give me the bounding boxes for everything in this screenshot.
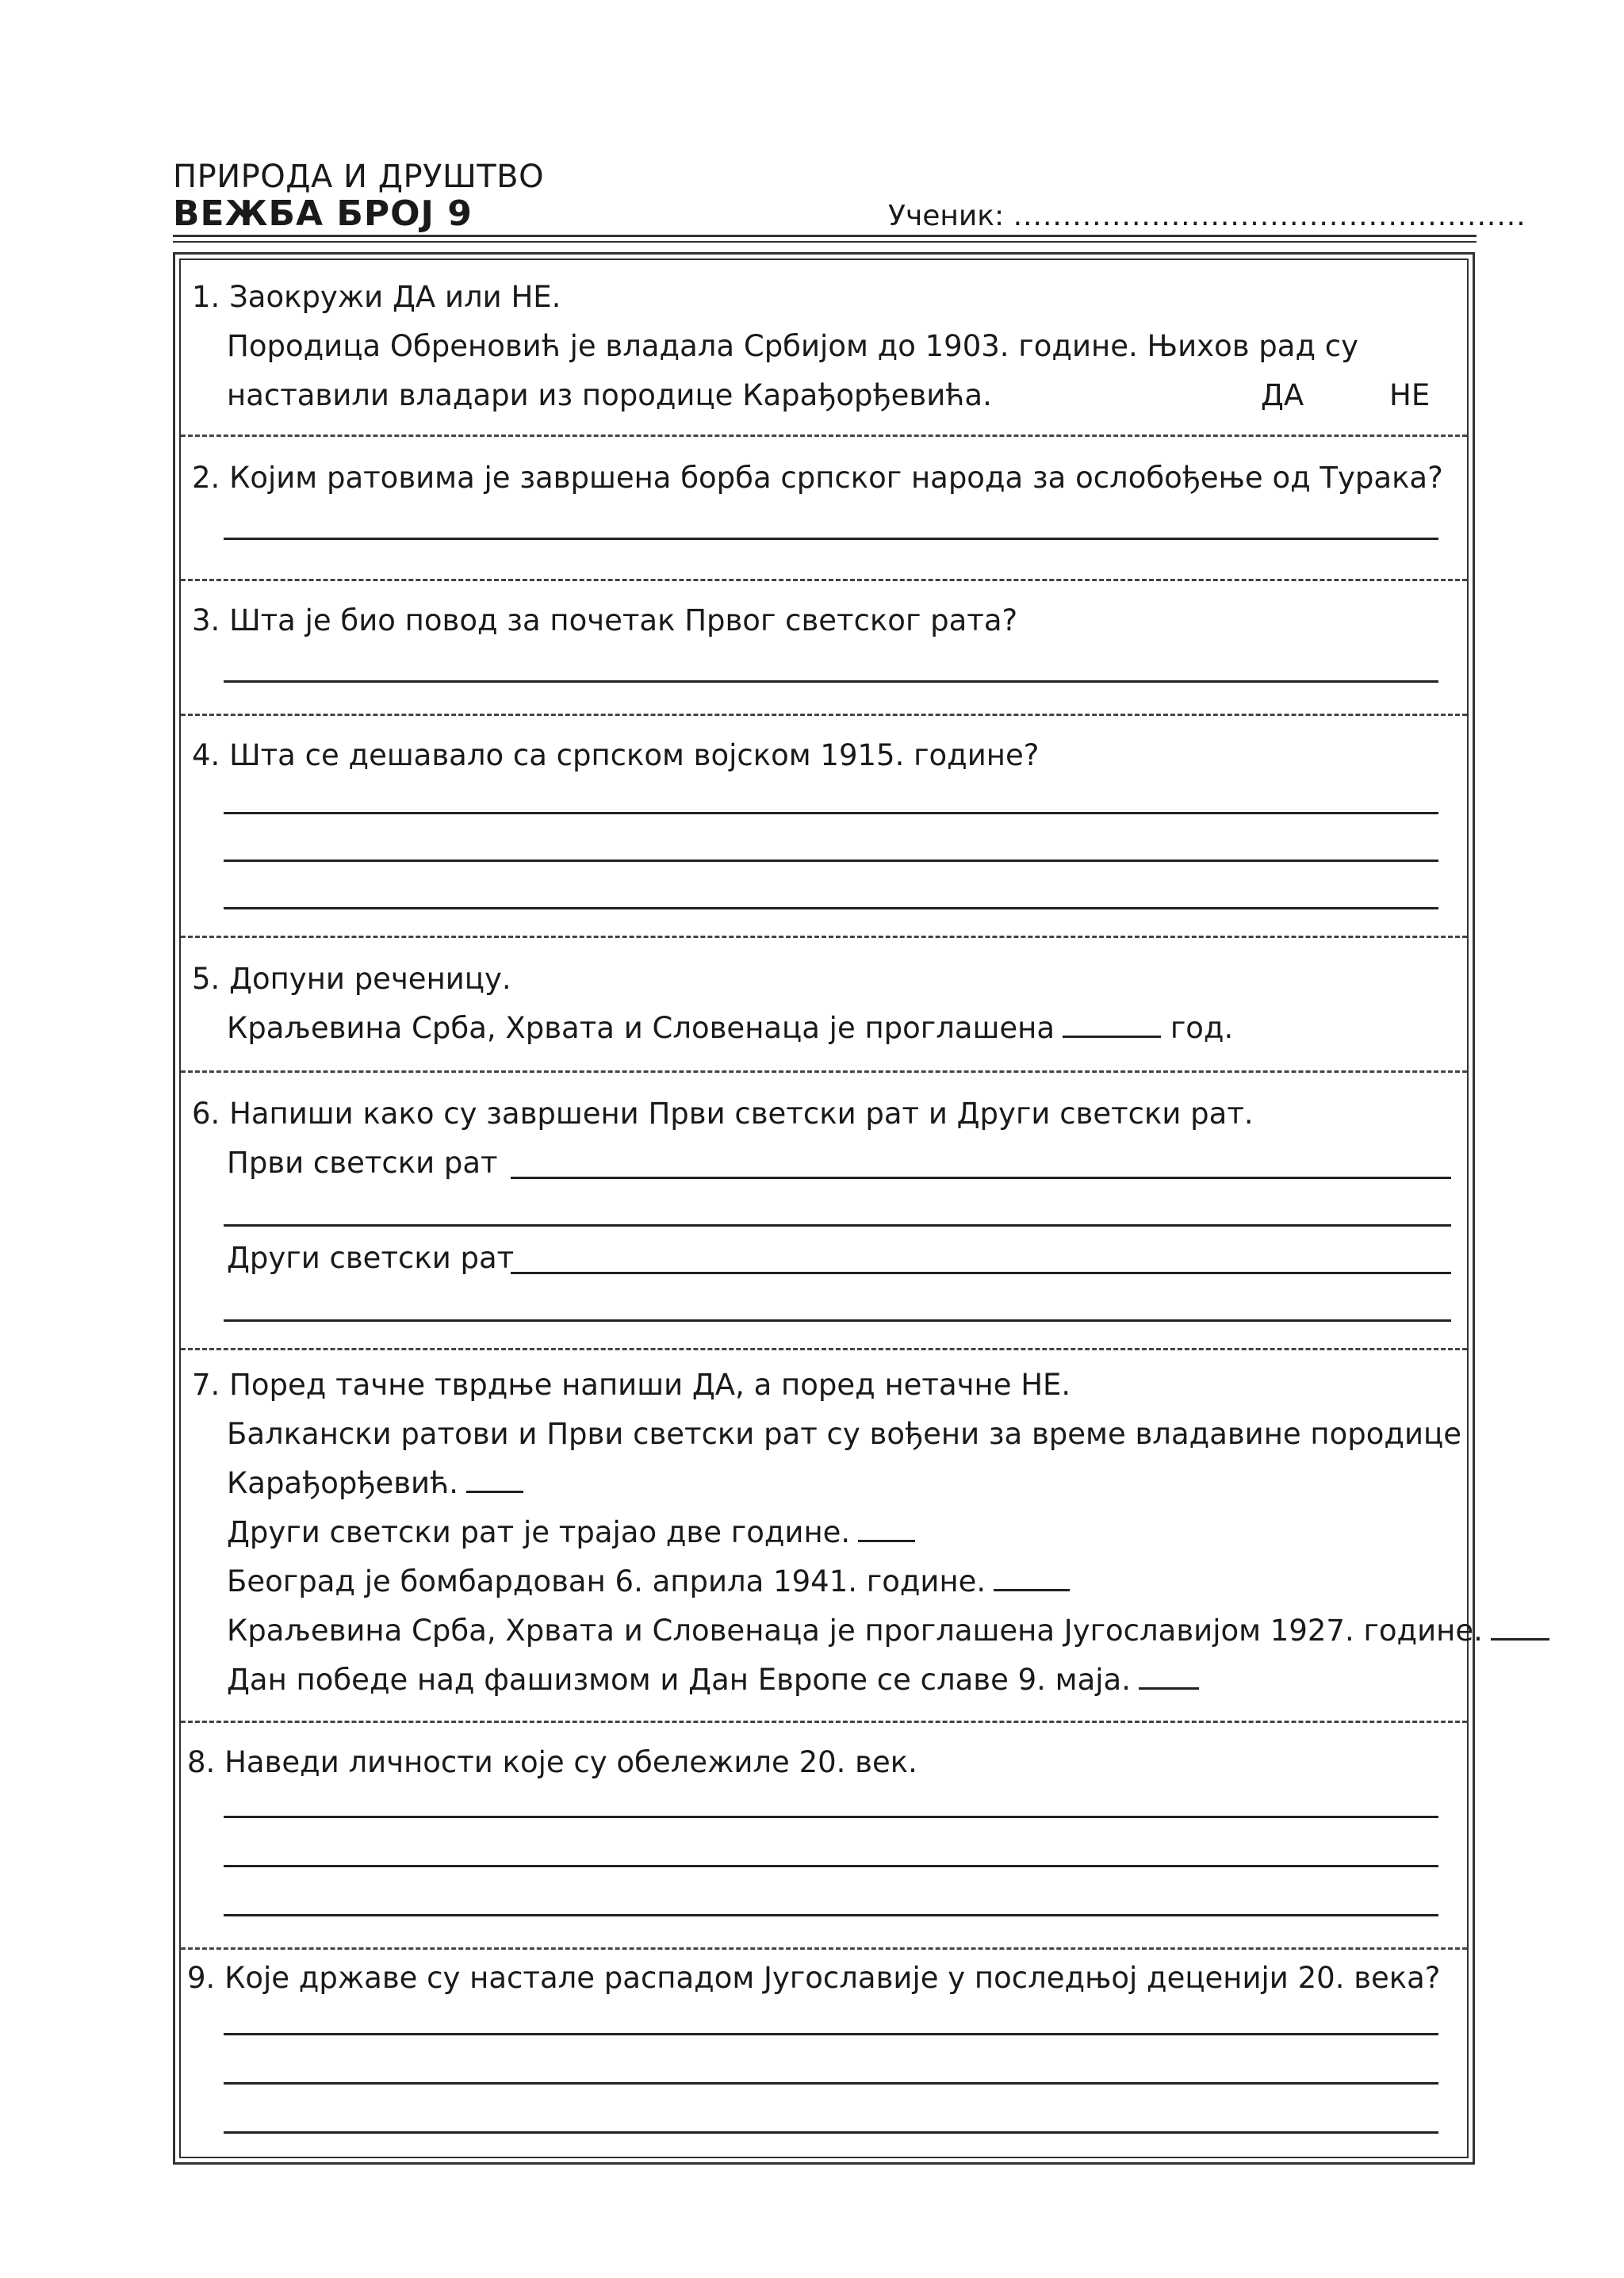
q5-year-blank[interactable]: [1063, 1036, 1161, 1038]
section-separator: [181, 435, 1467, 437]
subject-title: ПРИРОДА И ДРУШТВО: [173, 159, 545, 195]
q4-prompt: 4. Шта се дешавало са српском војском 1915. године?: [192, 738, 1040, 772]
q1-prompt: 1. Заокружи ДА или НЕ.: [192, 280, 561, 314]
q7-statement-2: [227, 1515, 915, 1549]
q2-prompt: 2. Којим ратовима је завршена борба српског народа за ослобођење од Турака?: [192, 461, 1443, 495]
section-separator: [181, 714, 1467, 716]
q4-answer-line-2[interactable]: [224, 860, 1438, 862]
q6-prompt: 6. Напиши како су завршени Први светски рат и Други светски рат.: [192, 1097, 1254, 1131]
q2-answer-line[interactable]: [224, 538, 1438, 540]
q1-option-yes[interactable]: ДА: [1261, 378, 1304, 412]
q7-statement-5-text: Дан победе над фашизмом и Дан Европе се славе 9. маја.: [227, 1663, 1131, 1697]
q5-prompt: 5. Допуни реченицу.: [192, 962, 511, 996]
q9-answer-line-3[interactable]: [224, 2131, 1438, 2134]
q8-prompt: 8. Наведи личности које су обележиле 20. век.: [187, 1745, 917, 1779]
q7-statement-3: [227, 1564, 1070, 1598]
q5-sentence-start: Краљевина Срба, Хрвата и Словенаца је проглашена: [227, 1011, 1055, 1045]
q6-ww1-answer-line-1[interactable]: [511, 1177, 1451, 1179]
q5-sentence-end: год.: [1170, 1011, 1234, 1045]
q7-answer-blank-1[interactable]: [466, 1491, 523, 1493]
q6-ww2-answer-line-2[interactable]: [224, 1319, 1451, 1322]
student-name-dots: ....................................................: [1013, 200, 1526, 232]
q7-statement-5: [227, 1663, 1199, 1697]
q7-statement-1-line-1: Балкански ратови и Први светски рат су вођени за време владавине породице: [227, 1417, 1461, 1451]
q7-answer-blank-5[interactable]: [1139, 1687, 1199, 1690]
q7-statement-3-text: Београд је бомбардован 6. априла 1941. године.: [227, 1564, 986, 1598]
section-separator: [181, 1070, 1467, 1073]
worksheet-frame-inner: [179, 258, 1469, 2158]
student-field[interactable]: [888, 200, 1526, 232]
student-label: Ученик:: [888, 200, 1005, 232]
q1-statement-line-1: Породица Обреновић је владала Србијом до 1903. године. Њихов рад су: [227, 329, 1359, 363]
q7-prompt: 7. Поред тачне тврдње напиши ДА, а поред нетачне НЕ.: [192, 1368, 1071, 1402]
q7-statement-2-text: Други светски рат је трајао две године.: [227, 1515, 851, 1549]
exercise-title: ВЕЖБА БРОЈ 9: [173, 193, 473, 234]
q1-option-no[interactable]: НЕ: [1389, 378, 1431, 412]
q7-answer-blank-4[interactable]: [1491, 1638, 1549, 1641]
q9-answer-line-1[interactable]: [224, 2033, 1438, 2035]
q7-statement-1-line-2: Карађорђевић.: [227, 1466, 458, 1500]
q7-statement-1: [227, 1468, 523, 1498]
section-separator: [181, 936, 1467, 938]
q3-answer-line[interactable]: [224, 680, 1438, 683]
q7-statement-4-text: Краљевина Срба, Хрвата и Словенаца је проглашена Југославијом 1927. године.: [227, 1614, 1483, 1648]
q6-ww2-answer-line-1[interactable]: [511, 1272, 1451, 1274]
q6-label-ww2: Други светски рат: [227, 1241, 515, 1275]
section-separator: [181, 1721, 1467, 1723]
header-rule-thick: [173, 235, 1477, 237]
section-separator: [181, 579, 1467, 581]
q6-label-ww1: Први светски рат: [227, 1146, 498, 1180]
q6-ww1-answer-line-2[interactable]: [224, 1224, 1451, 1227]
q5-sentence: [227, 1013, 1233, 1043]
q9-answer-line-2[interactable]: [224, 2082, 1438, 2085]
q7-answer-blank-2[interactable]: [858, 1540, 915, 1542]
q9-prompt: 9. Које државе су настале распадом Југославије у последњој деценији 20. века?: [187, 1961, 1441, 1995]
q1-statement-line-2: наставили владари из породице Карађорђевића.: [227, 378, 992, 412]
q8-answer-line-2[interactable]: [224, 1865, 1438, 1867]
q8-answer-line-1[interactable]: [224, 1816, 1438, 1818]
section-separator: [181, 1947, 1467, 1950]
q3-prompt: 3. Шта је био повод за почетак Првог светског рата?: [192, 603, 1018, 637]
q7-statement-4: [227, 1614, 1549, 1648]
section-separator: [181, 1348, 1467, 1350]
header-rule-thin: [173, 241, 1477, 243]
q4-answer-line-3[interactable]: [224, 907, 1438, 909]
q4-answer-line-1[interactable]: [224, 812, 1438, 814]
q8-answer-line-3[interactable]: [224, 1914, 1438, 1916]
q7-answer-blank-3[interactable]: [994, 1589, 1070, 1591]
